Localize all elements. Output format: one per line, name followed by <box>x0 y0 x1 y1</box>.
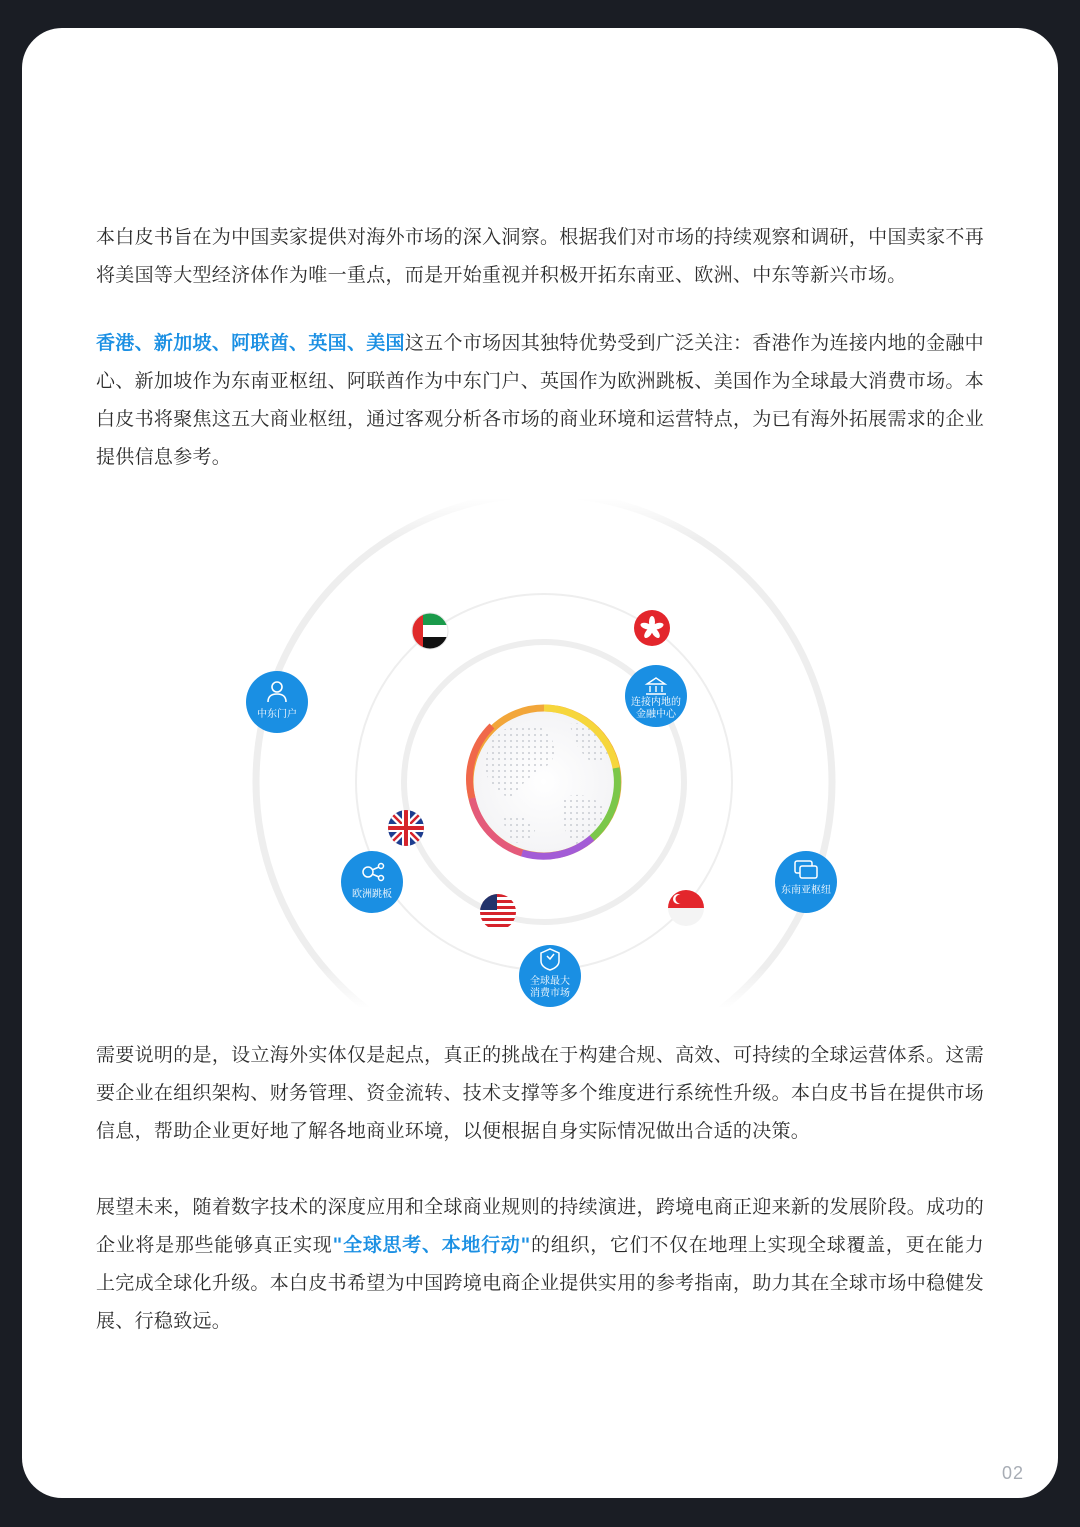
intro-paragraph: 本白皮书旨在为中国卖家提供对海外市场的深入洞察。根据我们对市场的持续观察和调研，中国卖家不再将美国等大型经济体作为唯一重点，而是开始重视并积极开拓东南亚、欧洲、中东等新兴市场。 <box>96 226 984 286</box>
node-hk-finance-center <box>625 665 687 727</box>
uae-flag-icon <box>412 613 448 649</box>
node-middle-east-label: 中东门户 <box>257 709 297 720</box>
document-page <box>22 28 1058 1498</box>
outlook-paragraph <box>96 1188 984 1340</box>
uk-flag-icon <box>388 810 424 846</box>
node-sea-label: 东南亚枢纽 <box>781 885 831 896</box>
globe-icon <box>470 708 618 856</box>
challenge-paragraph: 需要说明的是，设立海外实体仅是起点，真正的挑战在于构建合规、高效、可持续的全球运营体系。这需要企业在组织架构、财务管理、资金流转、技术支撑等多个维度进行系统性升级。本白皮书旨在提供市场信息，帮助企业更好地了解各地商业环境，以便根据自身实际情况做出合适的决策。 <box>96 1044 984 1142</box>
node-us-label-line1: 全球最大 <box>530 976 570 987</box>
node-middle-east-gateway <box>246 671 308 733</box>
global-hubs-diagram <box>22 498 1058 1008</box>
markets-paragraph <box>96 324 984 476</box>
node-hk-label-line2: 金融中心 <box>636 709 676 720</box>
markets-paragraph-text: 这五个市场因其独特优势受到广泛关注：香港作为连接内地的金融中心、新加坡作为东南亚枢纽、阿联酋作为中东门户、英国作为欧洲跳板、美国作为全球最大消费市场。本白皮书将聚焦这五大商业枢纽，通过客观分析各市场的商业环境和运营特点，为已有海外拓展需求的企业提供信息参考。 <box>96 332 984 468</box>
hong-kong-flag-icon <box>634 610 670 646</box>
node-hk-label-line1: 连接内地的 <box>631 697 681 708</box>
node-europe-springboard <box>341 851 403 913</box>
page-number: 02 <box>1001 1463 1024 1483</box>
outlook-text-a: 展望未来，随着数字技术的深度应用和全球商业规则的持续演进，跨境电商正迎来新的发展阶段。成功的企业将是那些能够真正实现 <box>96 1196 984 1256</box>
us-flag-icon <box>480 894 516 930</box>
markets-highlight: 香港、新加坡、阿联酋、英国、美国 <box>96 332 405 354</box>
node-sea-hub <box>775 851 837 913</box>
outlook-text-b: 的组织，它们不仅在地理上实现全球覆盖，更在能力上完成全球化升级。本白皮书希望为中国跨境电商企业提供实用的参考指南，助力其在全球市场中稳健发展、行稳致远。 <box>96 1234 984 1332</box>
outlook-highlight: "全球思考、本地行动" <box>332 1234 531 1256</box>
singapore-flag-icon <box>668 890 704 926</box>
node-us-consumer-market <box>519 945 581 1007</box>
node-us-label-line2: 消费市场 <box>530 988 570 999</box>
node-europe-label: 欧洲跳板 <box>352 889 392 900</box>
